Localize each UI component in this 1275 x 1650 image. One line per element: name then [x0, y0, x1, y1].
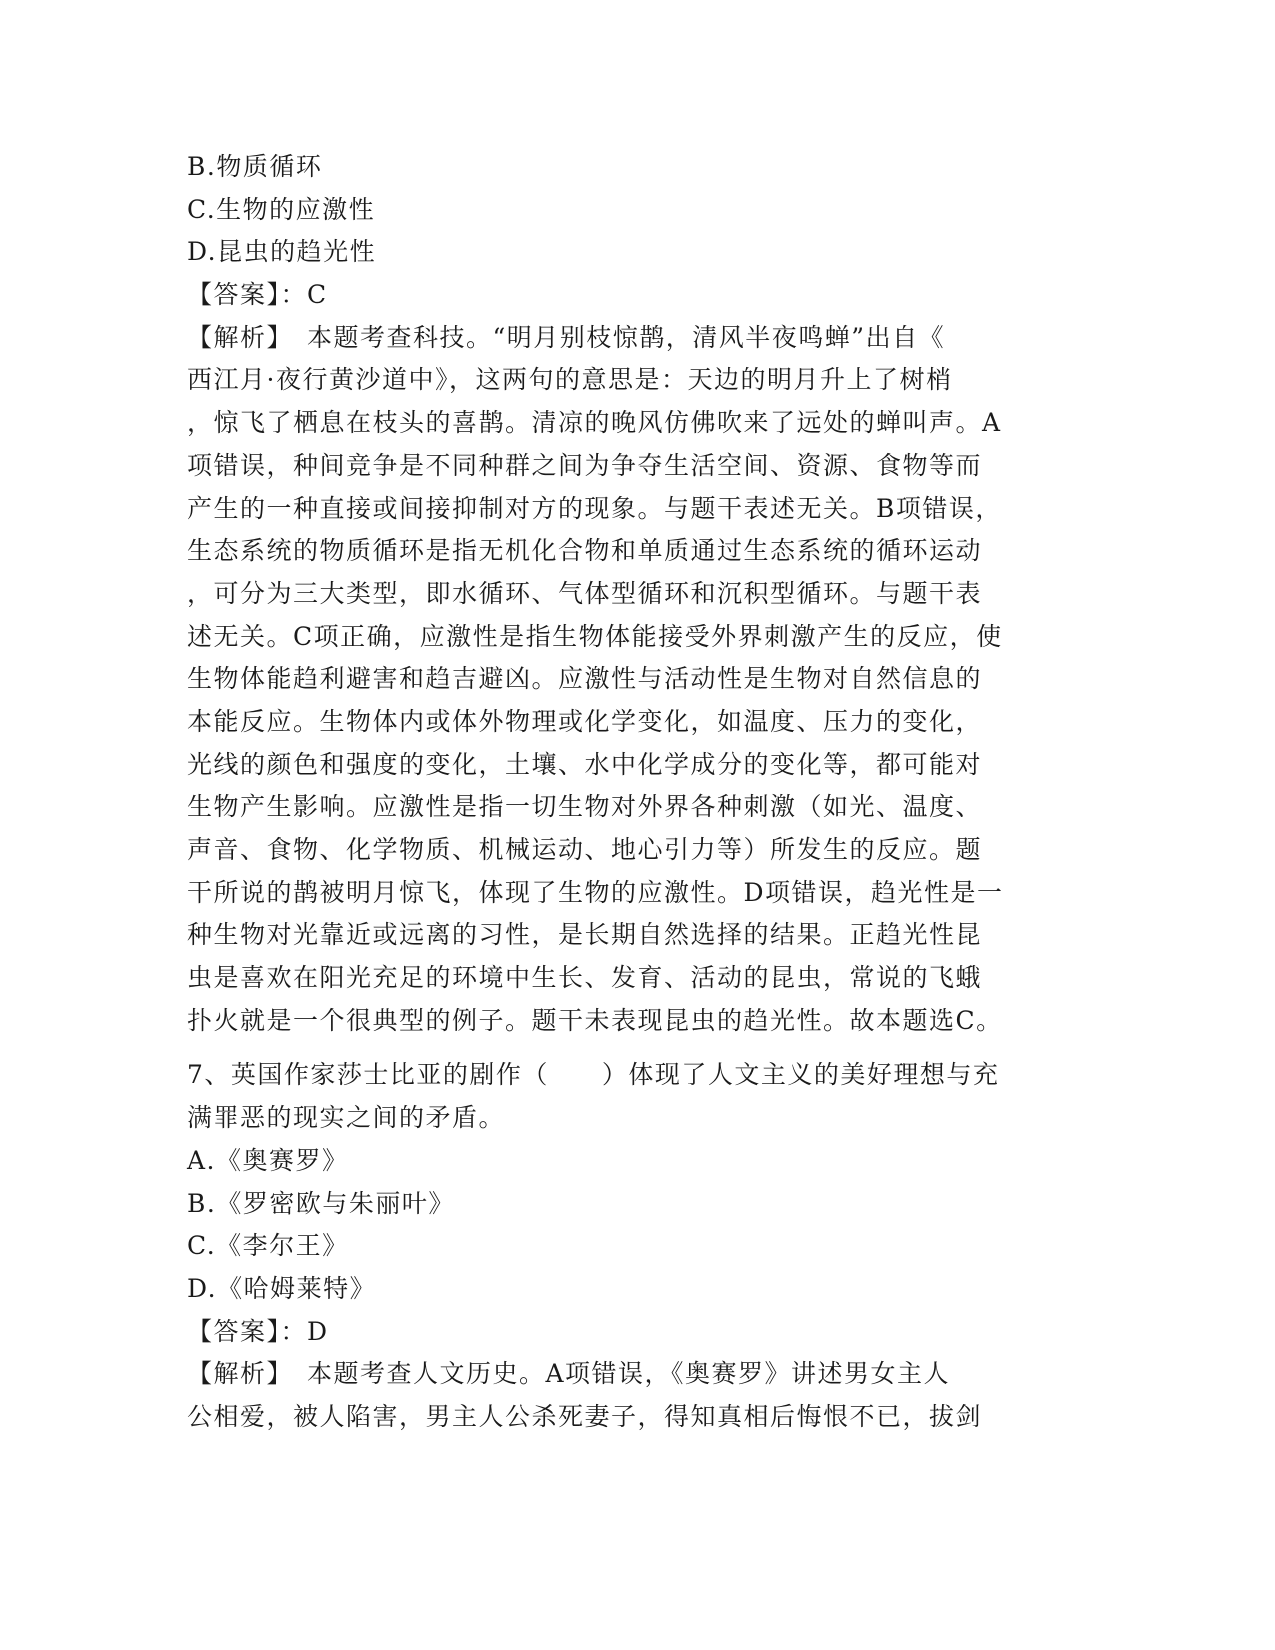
analysis-line: 扑火就是一个很典型的例子。题干未表现昆虫的趋光性。故本题选C。 [187, 1005, 1003, 1035]
analysis-line: 声音、食物、化学物质、机械运动、地心引力等）所发生的反应。题 [187, 835, 983, 864]
analysis-line: 光线的颜色和强度的变化，土壤、水中化学成分的变化等，都可能对 [187, 749, 983, 779]
analysis-line: 公相爱，被人陷害，男主人公杀死妻子，得知真相后悔恨不已，拔剑 [187, 1401, 983, 1431]
question-stem: 7、英国作家莎士比亚的剧作（ ）体现了人文主义的美好理想与充 [187, 1060, 1000, 1090]
analysis-line: 产生的一种直接或间接抑制对方的现象。与题干表述无关。B项错误， [187, 493, 1002, 523]
analysis-line: 干所说的鹊被明月惊飞，体现了生物的应激性。D项错误，趋光性是一 [187, 877, 1004, 907]
option-a: A.《奥赛罗》 [187, 1145, 349, 1175]
analysis-line: 本能反应。生物体内或体外物理或化学变化，如温度、压力的变化， [187, 706, 983, 736]
analysis-line: 述无关。C项正确，应激性是指生物体能接受外界刺激产生的反应，使 [187, 621, 1003, 651]
analysis-line: 生物体能趋利避害和趋吉避凶。应激性与活动性是生物对自然信息的 [187, 664, 983, 694]
analysis-line: 虫是喜欢在阳光充足的环境中生长、发育、活动的昆虫，常说的飞蛾 [187, 963, 983, 993]
analysis-line: 【解析】 本题考查科技。“明月别枝惊鹊，清风半夜鸣蝉”出自《 [187, 322, 946, 352]
answer-line: 【答案】：C [187, 280, 328, 310]
analysis-line: 生物产生影响。应激性是指一切生物对外界各种刺激（如光、温度、 [187, 792, 983, 822]
analysis-line: 生态系统的物质循环是指无机化合物和单质通过生态系统的循环运动 [187, 536, 983, 566]
analysis-line: 【解析】 本题考查人文历史。A项错误，《奥赛罗》讲述男女主人 [187, 1359, 951, 1389]
option-c: C.《李尔王》 [187, 1231, 349, 1261]
option-b: B.物质循环 [187, 152, 323, 181]
analysis-line: 项错误，种间竞争是不同种群之间为争夺生活空间、资源、食物等而 [187, 450, 983, 480]
option-d: D.昆虫的趋光性 [187, 237, 377, 267]
answer-line: 【答案】：D [187, 1316, 329, 1346]
analysis-line: ，惊飞了栖息在枝头的喜鹊。清凉的晚风仿佛吹来了远处的蝉叫声。A [187, 408, 1002, 438]
question-spacer [187, 1042, 1087, 1054]
analysis-line: 种生物对光靠近或远离的习性，是长期自然选择的结果。正趋光性昆 [187, 920, 983, 950]
question-stem: 满罪恶的现实之间的矛盾。 [187, 1103, 506, 1133]
page-content [187, 146, 1087, 1439]
option-c: C.生物的应激性 [187, 194, 376, 224]
analysis-line: 西江月·夜行黄沙道中》，这两句的意思是：天边的明月升上了树梢 [187, 365, 953, 395]
analysis-line: ，可分为三大类型，即水循环、气体型循环和沉积型循环。与题干表 [187, 578, 983, 608]
option-b: B.《罗密欧与朱丽叶》 [187, 1188, 455, 1218]
option-d: D.《哈姆莱特》 [187, 1273, 377, 1303]
